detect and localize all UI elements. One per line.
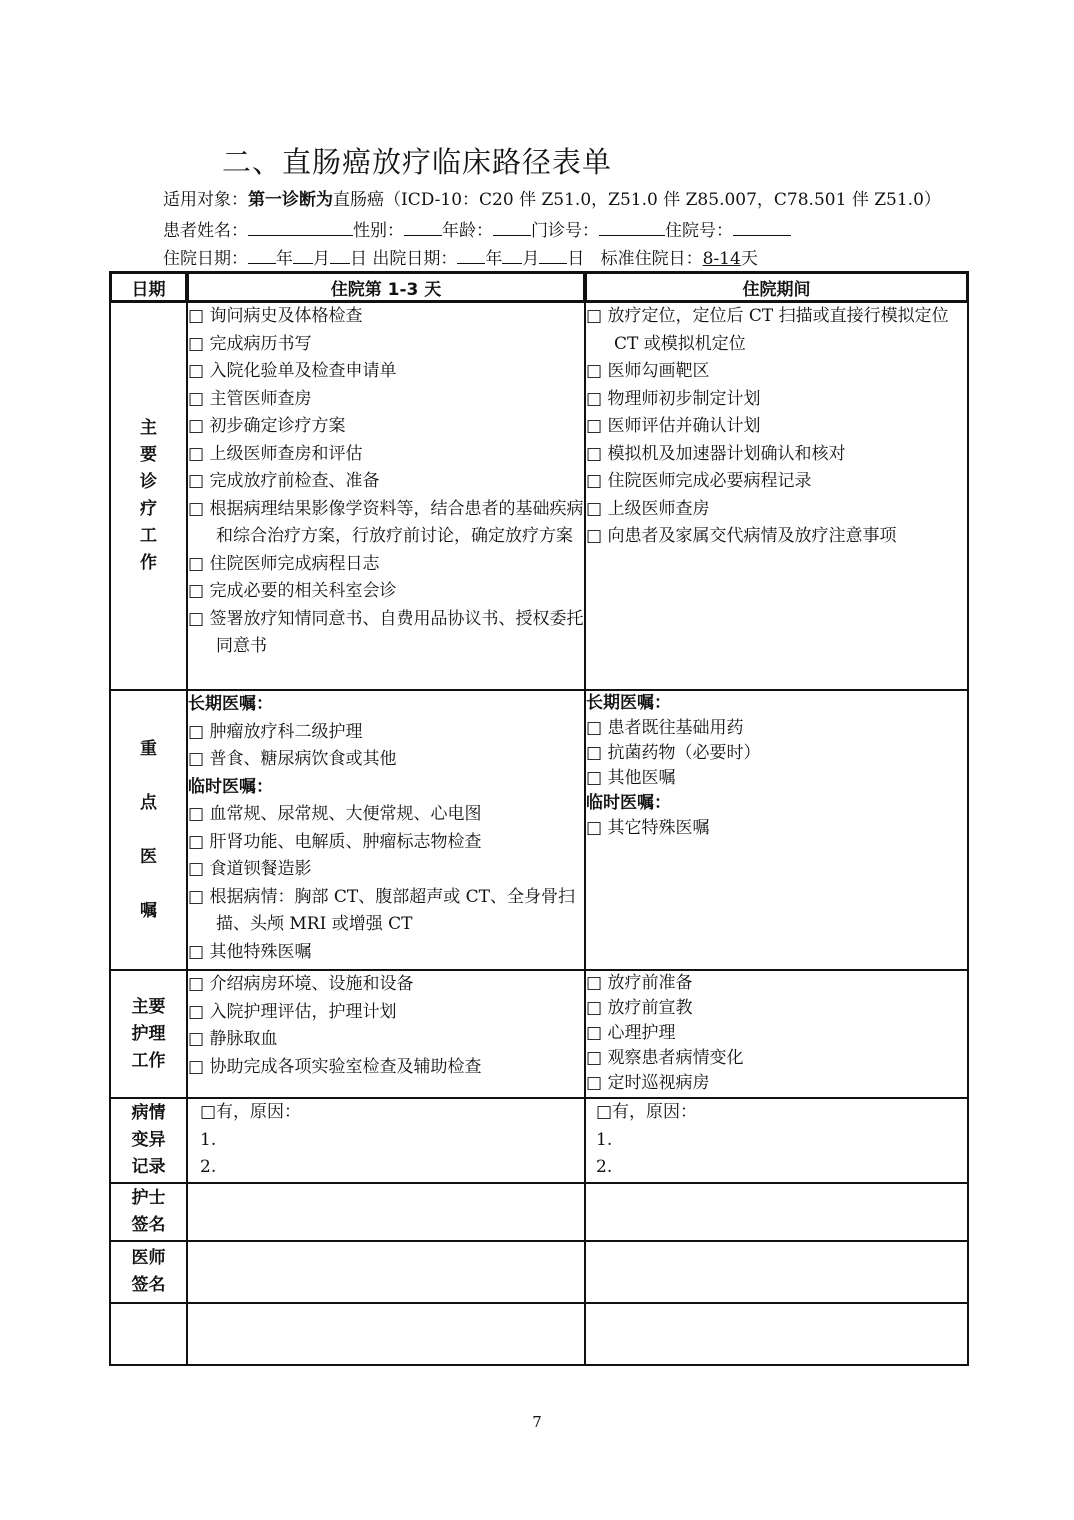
checklist-item[interactable]: □ 静脉取血: [188, 1029, 278, 1049]
orders-stay-cell: [585, 690, 968, 970]
date-line: [163, 246, 758, 270]
std-days-value: 8-14: [702, 249, 741, 269]
admit-month-field[interactable]: [293, 246, 313, 264]
diagnosis-row: [110, 302, 968, 690]
std-days-label: 标准住院日：: [600, 249, 703, 269]
label-line: 病情: [131, 1102, 166, 1123]
label-line: 医师: [131, 1247, 166, 1268]
label-line: 变异: [131, 1129, 166, 1150]
checklist-item[interactable]: □ 入院化验单及检查申请单: [188, 361, 397, 381]
checklist-item[interactable]: □ 其他特殊医嘱: [188, 941, 312, 962]
age-field[interactable]: [493, 218, 531, 236]
checklist-item[interactable]: □ 放疗前宣教: [586, 998, 693, 1018]
long-term-orders-title: 长期医嘱：: [586, 693, 671, 713]
year-unit: 年: [485, 249, 503, 269]
checklist-item[interactable]: □ 医师勾画靶区: [586, 361, 710, 381]
checklist-item[interactable]: □ 其他医嘱: [586, 768, 676, 788]
nursing-day1-3-cell: [187, 970, 585, 1098]
variation-row: [110, 1098, 968, 1183]
label-char: 诊: [140, 472, 157, 492]
label-char: 疗: [140, 499, 157, 519]
variation-stay-cell: [585, 1098, 968, 1183]
checklist-item[interactable]: □ 主管医师查房: [188, 388, 312, 409]
label-char: 工: [140, 526, 157, 546]
checklist-item[interactable]: □ 定时巡视病房: [586, 1073, 710, 1093]
gender-field[interactable]: [404, 218, 442, 236]
scope-line: [163, 189, 941, 211]
age-label: 年龄：: [442, 221, 493, 241]
checklist-item[interactable]: □ 住院医师完成必要病程记录: [586, 471, 812, 491]
checklist-item[interactable]: □ 普食、糖尿病饮食或其他: [188, 749, 397, 769]
blank-label-cell: [110, 1303, 187, 1365]
row-label-nursing: [110, 970, 187, 1098]
row-label-orders: [110, 690, 187, 970]
row-label-nurse-sign: [110, 1183, 187, 1241]
variation-line[interactable]: 2.: [596, 1157, 613, 1177]
patient-info-line: [163, 218, 791, 242]
checklist-item[interactable]: □ 介绍病房环境、设施和设备: [188, 974, 414, 994]
std-days-unit: 天: [740, 249, 758, 269]
label-line: 工作: [131, 1050, 166, 1071]
checklist-item[interactable]: □ 物理师初步制定计划: [586, 388, 761, 409]
row-label-variation: [110, 1098, 187, 1183]
orders-row: [110, 690, 968, 970]
doctor-sign-row: [110, 1241, 968, 1303]
variation-line[interactable]: 1.: [596, 1129, 613, 1150]
header-row: [110, 272, 968, 302]
row-label-diagnosis: [110, 302, 187, 690]
label-char: 嘱: [140, 901, 157, 921]
label-line: 护理: [131, 1023, 166, 1044]
label-char: 点: [140, 793, 157, 813]
year-unit: 年: [276, 249, 293, 269]
checklist-item[interactable]: □ 抗菌药物（必要时）: [586, 743, 761, 763]
day-unit: 日: [567, 249, 585, 269]
discharge-date-label: 出院日期：: [372, 249, 458, 269]
checklist-item[interactable]: □ 完成放疗前检查、准备: [188, 471, 380, 491]
label-line: 签名: [131, 1214, 166, 1235]
day-unit: 日: [350, 249, 367, 269]
checklist-item[interactable]: □ 上级医师查房和评估: [188, 443, 363, 464]
month-unit: 月: [522, 249, 540, 269]
checklist-item[interactable]: □ 根据病情：胸部 CT、腹部超声或 CT、全身骨扫描、头颅 MRI 或增强 CT: [188, 886, 575, 934]
discharge-day-field[interactable]: [539, 246, 567, 264]
page-title: 二、直肠癌放疗临床路径表单: [222, 145, 613, 179]
diagnosis-day1-3-cell: [187, 302, 585, 690]
checklist-item[interactable]: □ 完成必要的相关科室会诊: [188, 581, 397, 601]
checklist-item[interactable]: □ 其它特殊医嘱: [586, 818, 710, 838]
checklist-item[interactable]: □ 签署放疗知情同意书、自费用品协议书、授权委托同意书: [188, 608, 584, 656]
label-char: 医: [140, 847, 157, 867]
blank-stay-cell[interactable]: [585, 1303, 968, 1365]
nursing-stay-cell: [585, 970, 968, 1098]
patient-name-label: 患者姓名：: [163, 221, 248, 241]
page-number: 7: [532, 1413, 542, 1431]
scope-text: 直肠癌（ICD-10：C20 伴 Z51.0，Z51.0 伴 Z85.007，C78.501 伴 Z51.0）: [333, 190, 941, 210]
label-char: 要: [140, 445, 157, 465]
checklist-item[interactable]: □ 初步确定诊疗方案: [188, 416, 346, 436]
inpatient-no-field[interactable]: [733, 218, 791, 236]
checklist-item[interactable]: □ 放疗定位，定位后 CT 扫描或直接行模拟定位 CT 或模拟机定位: [586, 306, 949, 354]
scope-label: 适用对象：: [163, 190, 248, 210]
admit-day-field[interactable]: [330, 246, 350, 264]
admit-date-label: 住院日期：: [163, 249, 248, 269]
variation-checkbox[interactable]: □有，原因：: [200, 1102, 302, 1122]
checklist-item[interactable]: □ 患者既往基础用药: [586, 718, 744, 738]
nursing-row: [110, 970, 968, 1098]
label-char: 主: [140, 418, 157, 438]
admit-year-field[interactable]: [248, 246, 276, 264]
clinic-no-field[interactable]: [599, 218, 665, 236]
diagnosis-stay-cell: [585, 302, 968, 690]
checklist-item[interactable]: □ 模拟机及加速器计划确认和核对: [586, 443, 846, 464]
row-label-doctor-sign: [110, 1241, 187, 1303]
checklist-item[interactable]: □ 肿瘤放疗科二级护理: [188, 721, 363, 742]
header-day-1-3: 住院第 1-3 天: [187, 272, 585, 302]
header-stay: 住院期间: [585, 272, 968, 302]
checklist-item[interactable]: □ 入院护理评估，护理计划: [188, 1001, 397, 1022]
checklist-item[interactable]: □ 向患者及家属交代病情及放疗注意事项: [586, 526, 897, 546]
checklist-item[interactable]: □ 询问病史及体格检查: [188, 306, 363, 326]
long-term-orders-title: 长期医嘱：: [188, 694, 273, 714]
blank-day1-3-cell[interactable]: [187, 1303, 585, 1365]
discharge-year-field[interactable]: [457, 246, 485, 264]
checklist-item[interactable]: □ 放疗前准备: [586, 973, 693, 993]
variation-checkbox[interactable]: □有，原因：: [596, 1102, 698, 1122]
nurse-sign-day1-3-field[interactable]: [187, 1183, 585, 1241]
month-unit: 月: [313, 249, 330, 269]
variation-day1-3-cell: [187, 1098, 585, 1183]
label-char: 重: [140, 739, 157, 759]
variation-line[interactable]: 1.: [200, 1129, 217, 1150]
inpatient-no-label: 住院号：: [665, 221, 733, 241]
checklist-item[interactable]: □ 肝肾功能、电解质、肿瘤标志物检查: [188, 831, 482, 852]
label-line: 主要: [131, 996, 166, 1017]
label-line: 签名: [131, 1274, 166, 1295]
discharge-month-field[interactable]: [502, 246, 522, 264]
nurse-sign-row: [110, 1183, 968, 1241]
checklist-item[interactable]: □ 根据病理结果影像学资料等，结合患者的基础疾病和综合治疗方案，行放疗前讨论，确定放疗方案: [188, 498, 584, 546]
variation-line[interactable]: 2.: [200, 1157, 217, 1177]
label-line: 护士: [131, 1187, 166, 1208]
checklist-item[interactable]: □ 血常规、尿常规、大便常规、心电图: [188, 804, 482, 824]
doctor-sign-stay-field[interactable]: [585, 1241, 968, 1303]
gender-label: 性别：: [353, 221, 404, 241]
blank-row: [110, 1303, 968, 1365]
checklist-item[interactable]: □ 心理护理: [586, 1023, 676, 1043]
header-date: 日期: [110, 272, 187, 302]
checklist-item[interactable]: □ 住院医师完成病程日志: [188, 553, 380, 574]
checklist-item[interactable]: □ 协助完成各项实验室检查及辅助检查: [188, 1056, 482, 1077]
label-char: 作: [140, 553, 157, 573]
doctor-sign-day1-3-field[interactable]: [187, 1241, 585, 1303]
temporary-orders-title: 临时医嘱：: [188, 776, 273, 797]
patient-name-field[interactable]: [248, 218, 353, 236]
checklist-item[interactable]: □ 医师评估并确认计划: [586, 416, 761, 436]
checklist-item[interactable]: □ 食道钡餐造影: [188, 859, 312, 879]
clinical-pathway-table: [109, 271, 969, 1366]
orders-day1-3-cell: [187, 690, 585, 970]
checklist-item[interactable]: □ 完成病历书写: [188, 333, 312, 354]
temporary-orders-title: 临时医嘱：: [586, 793, 671, 813]
clinic-no-label: 门诊号：: [531, 221, 599, 241]
nurse-sign-stay-field[interactable]: [585, 1183, 968, 1241]
scope-bold: 第一诊断为: [248, 190, 333, 210]
checklist-item[interactable]: □ 上级医师查房: [586, 498, 710, 519]
checklist-item[interactable]: □ 观察患者病情变化: [586, 1048, 744, 1068]
label-line: 记录: [131, 1156, 166, 1177]
